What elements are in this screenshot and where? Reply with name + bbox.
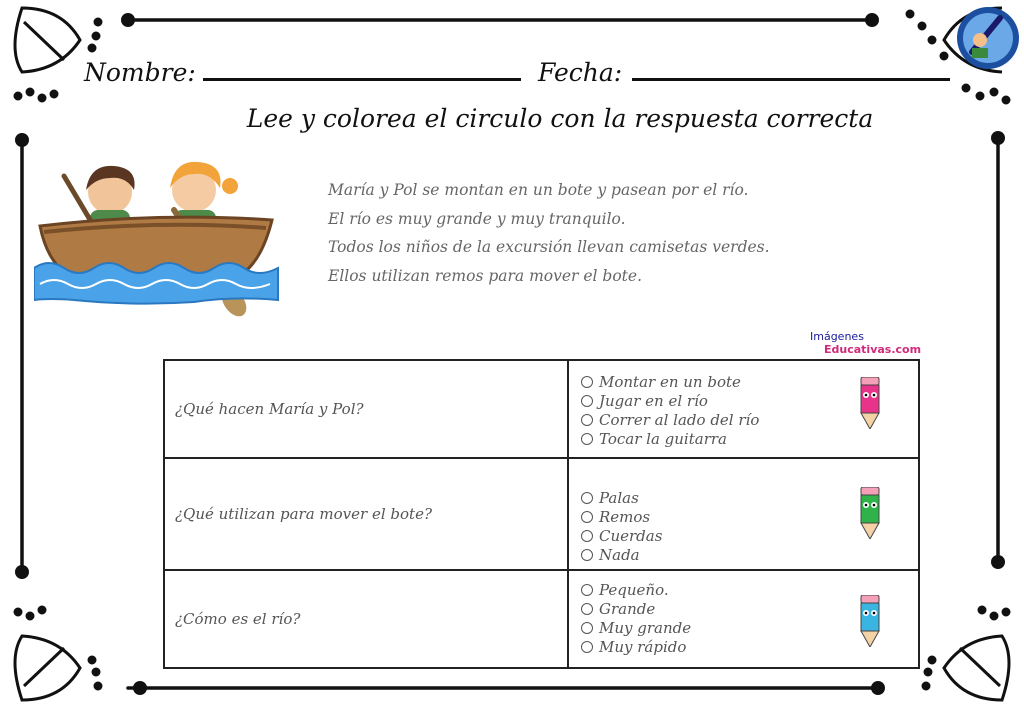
watermark-line-1: Imágenes	[810, 330, 864, 343]
answer-label: Tocar la guitarra	[599, 430, 727, 448]
answer-label: Muy rápido	[599, 638, 687, 656]
story-line: El río es muy grande y muy tranquilo.	[328, 209, 626, 228]
site-logo-icon	[957, 7, 1019, 69]
corner-ornament-bottom-right	[923, 607, 1009, 700]
story-line: María y Pol se montan en un bote y pasean por el río.	[328, 181, 749, 199]
story-line: Ellos utilizan remos para mover el bote.	[328, 266, 643, 285]
answer-label: Pequeño.	[599, 581, 669, 599]
answer-options	[581, 373, 759, 449]
question-cell	[165, 361, 569, 457]
answer-option[interactable]	[581, 411, 759, 430]
answer-circle-icon[interactable]	[581, 376, 593, 388]
answer-label: Cuerdas	[599, 527, 663, 545]
quiz-row	[165, 571, 918, 667]
quiz-row	[165, 361, 918, 459]
answer-circle-icon[interactable]	[581, 549, 593, 561]
answer-label: Jugar en el río	[599, 392, 708, 410]
answer-option[interactable]	[581, 392, 759, 411]
answer-option[interactable]	[581, 430, 759, 449]
answer-option[interactable]	[581, 638, 691, 657]
answer-label: Montar en un bote	[599, 373, 741, 391]
pencil-icon	[857, 487, 883, 539]
answer-option[interactable]	[581, 373, 759, 392]
pencil-icon	[857, 595, 883, 647]
boat-illustration	[34, 150, 284, 320]
watermark	[810, 330, 921, 356]
answer-circle-icon[interactable]	[581, 603, 593, 615]
answer-option[interactable]	[581, 527, 662, 546]
answer-option[interactable]	[581, 619, 691, 638]
answer-circle-icon[interactable]	[581, 641, 593, 653]
story-line: Todos los niños de la excursión llevan camisetas verdes.	[328, 238, 770, 256]
question-cell	[165, 459, 569, 569]
reading-passage	[328, 176, 770, 290]
question-cell	[165, 571, 569, 667]
answer-label: Muy grande	[599, 619, 692, 637]
answer-options	[581, 489, 662, 565]
name-label: Nombre:	[84, 58, 196, 87]
answer-circle-icon[interactable]	[581, 584, 593, 596]
answer-circle-icon[interactable]	[581, 414, 593, 426]
answer-cell	[569, 571, 918, 667]
corner-ornament-top-left	[15, 8, 101, 101]
answer-options	[581, 581, 691, 657]
date-field-line[interactable]	[632, 78, 950, 81]
answer-option[interactable]	[581, 508, 662, 527]
quiz-row	[165, 459, 918, 571]
answer-cell	[569, 459, 918, 569]
question-text: ¿Cómo es el río?	[175, 610, 301, 628]
pencil-icon	[857, 377, 883, 429]
answer-circle-icon[interactable]	[581, 511, 593, 523]
watermark-line-2: Educativas.com	[824, 343, 922, 356]
answer-option[interactable]	[581, 581, 691, 600]
question-text: ¿Qué hacen María y Pol?	[175, 400, 364, 418]
name-field-line[interactable]	[203, 78, 521, 81]
corner-ornament-bottom-left	[15, 607, 101, 700]
answer-circle-icon[interactable]	[581, 395, 593, 407]
answer-circle-icon[interactable]	[581, 433, 593, 445]
answer-label: Remos	[599, 508, 651, 526]
answer-option[interactable]	[581, 489, 662, 508]
answer-circle-icon[interactable]	[581, 530, 593, 542]
date-label: Fecha:	[538, 58, 623, 87]
answer-label: Nada	[599, 546, 640, 564]
answer-option[interactable]	[581, 546, 662, 565]
answer-circle-icon[interactable]	[581, 492, 593, 504]
answer-label: Correr al lado del río	[599, 411, 760, 429]
quiz-table	[163, 359, 920, 669]
answer-label: Palas	[599, 489, 639, 507]
answer-option[interactable]	[581, 600, 691, 619]
worksheet-title: Lee y colorea el circulo con la respuesta correcta	[246, 104, 874, 133]
question-text: ¿Qué utilizan para mover el bote?	[175, 505, 432, 523]
answer-circle-icon[interactable]	[581, 622, 593, 634]
answer-label: Grande	[599, 600, 656, 618]
answer-cell	[569, 361, 918, 457]
